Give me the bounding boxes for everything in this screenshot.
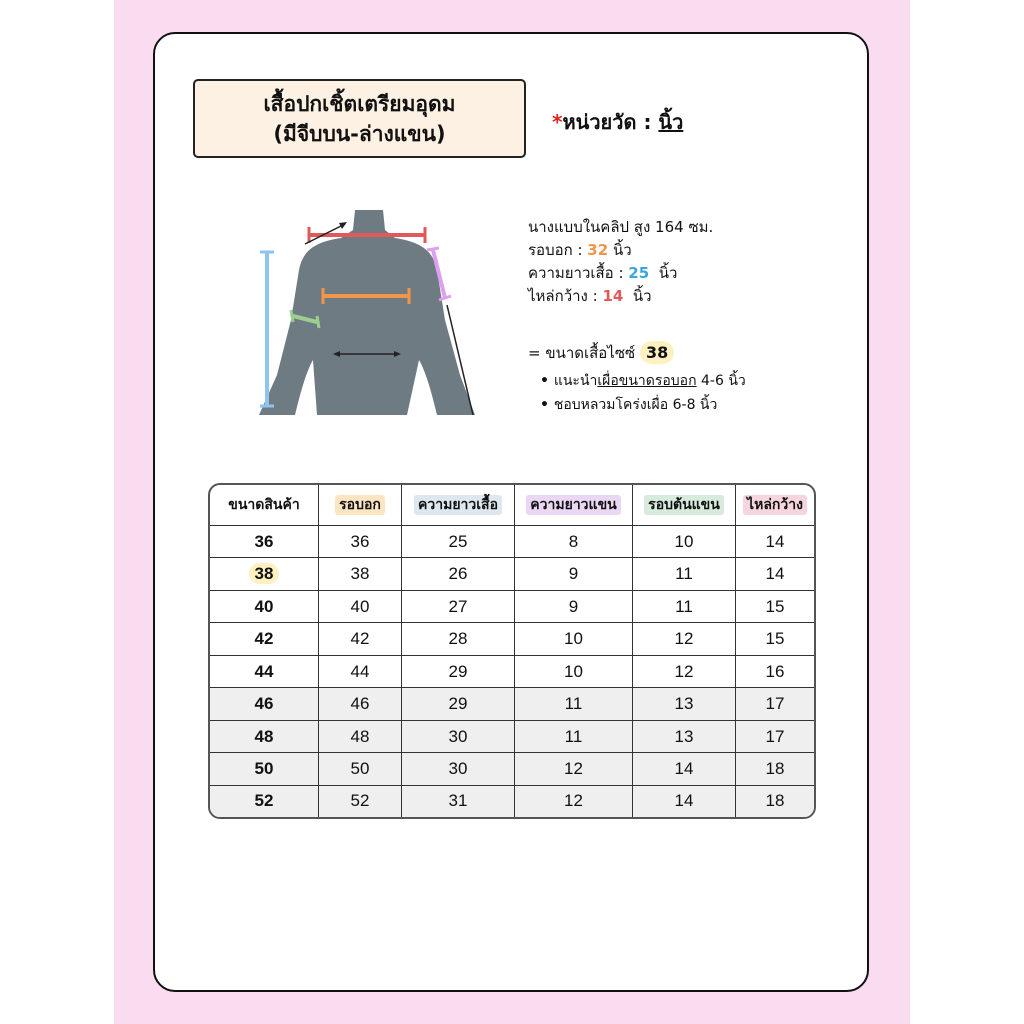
size-table xyxy=(208,483,816,819)
table-row xyxy=(210,753,814,785)
unit-note xyxy=(552,106,683,138)
value-cell: 17 xyxy=(736,688,815,720)
unit-star: * xyxy=(552,110,563,134)
value-cell: 13 xyxy=(633,720,736,752)
value-cell: 15 xyxy=(736,623,815,655)
model-length: ความยาวเสื้อ : 25 นิ้ว xyxy=(528,264,678,282)
value-cell: 36 xyxy=(319,526,402,558)
value-cell: 14 xyxy=(736,526,815,558)
value-cell: 28 xyxy=(402,623,515,655)
table-row xyxy=(210,526,814,558)
unit-label: หน่วยวัด : xyxy=(562,110,659,134)
size-cell: 50 xyxy=(210,753,319,785)
value-cell: 29 xyxy=(402,688,515,720)
tip-item: • ชอบหลวมโคร่งเผื่อ 6-8 นิ้ว xyxy=(540,393,746,417)
tip-item: • แนะนำเผื่อขนาดรอบอก 4-6 นิ้ว xyxy=(540,369,746,393)
value-cell: 12 xyxy=(633,655,736,687)
table-row xyxy=(210,623,814,655)
table-row xyxy=(210,590,814,622)
tips-list xyxy=(540,369,746,417)
size-cell: 36 xyxy=(210,526,319,558)
value-cell: 12 xyxy=(633,623,736,655)
header-armhole: รอบต้นแขน xyxy=(633,485,736,526)
value-cell: 13 xyxy=(633,688,736,720)
value-cell: 14 xyxy=(633,785,736,817)
table-row xyxy=(210,688,814,720)
body-measurement-figure xyxy=(255,210,480,415)
value-cell: 40 xyxy=(319,590,402,622)
value-cell: 15 xyxy=(736,590,815,622)
value-cell: 38 xyxy=(319,558,402,590)
value-cell: 11 xyxy=(515,720,633,752)
header-size: ขนาดสินค้า xyxy=(210,485,319,526)
value-cell: 10 xyxy=(515,655,633,687)
table-header-row xyxy=(210,485,814,526)
value-cell: 9 xyxy=(515,590,633,622)
model-info xyxy=(528,216,713,308)
value-cell: 14 xyxy=(736,558,815,590)
value-cell: 26 xyxy=(402,558,515,590)
size-cell: 40 xyxy=(210,590,319,622)
size-cell: 44 xyxy=(210,655,319,687)
table-row xyxy=(210,785,814,817)
product-title-box xyxy=(193,79,526,158)
size-cell: 46 xyxy=(210,688,319,720)
value-cell: 44 xyxy=(319,655,402,687)
value-cell: 10 xyxy=(633,526,736,558)
size-cell: 42 xyxy=(210,623,319,655)
value-cell: 14 xyxy=(633,753,736,785)
value-cell: 11 xyxy=(515,688,633,720)
value-cell: 30 xyxy=(402,753,515,785)
header-sleeve: ความยาวแขน xyxy=(515,485,633,526)
length-measure-line xyxy=(260,252,274,406)
unit-value: นิ้ว xyxy=(658,110,684,134)
product-title-line1: เสื้อปกเชิ้ตเตรียมอุดม xyxy=(263,92,456,116)
header-chest: รอบอก xyxy=(319,485,402,526)
value-cell: 17 xyxy=(736,720,815,752)
value-cell: 10 xyxy=(515,623,633,655)
value-cell: 18 xyxy=(736,785,815,817)
value-cell: 52 xyxy=(319,785,402,817)
value-cell: 30 xyxy=(402,720,515,752)
value-cell: 9 xyxy=(515,558,633,590)
value-cell: 50 xyxy=(319,753,402,785)
header-shoulder: ไหล่กว้าง xyxy=(736,485,815,526)
value-cell: 11 xyxy=(633,558,736,590)
size-cell: 38 xyxy=(210,558,319,590)
value-cell: 27 xyxy=(402,590,515,622)
value-cell: 31 xyxy=(402,785,515,817)
model-shoulder: ไหล่กว้าง : 14 นิ้ว xyxy=(528,287,652,305)
header-length: ความยาวเสื้อ xyxy=(402,485,515,526)
value-cell: 42 xyxy=(319,623,402,655)
value-cell: 18 xyxy=(736,753,815,785)
value-cell: 29 xyxy=(402,655,515,687)
value-cell: 25 xyxy=(402,526,515,558)
model-chest: รอบอก : 32 นิ้ว xyxy=(528,241,632,259)
value-cell: 12 xyxy=(515,753,633,785)
size-cell: 48 xyxy=(210,720,319,752)
value-cell: 11 xyxy=(633,590,736,622)
table-row xyxy=(210,558,814,590)
value-cell: 8 xyxy=(515,526,633,558)
value-cell: 48 xyxy=(319,720,402,752)
value-cell: 46 xyxy=(319,688,402,720)
value-cell: 12 xyxy=(515,785,633,817)
recommended-size: = ขนาดเสื้อไซซ์ 38 xyxy=(528,341,674,365)
product-title-line2: (มีจีบบน-ล่างแขน) xyxy=(273,122,446,146)
table-row xyxy=(210,720,814,752)
model-height: นางแบบในคลิป สูง 164 ซม. xyxy=(528,218,714,236)
size-cell: 52 xyxy=(210,785,319,817)
size-badge: 38 xyxy=(640,341,674,364)
table-row xyxy=(210,655,814,687)
value-cell: 16 xyxy=(736,655,815,687)
